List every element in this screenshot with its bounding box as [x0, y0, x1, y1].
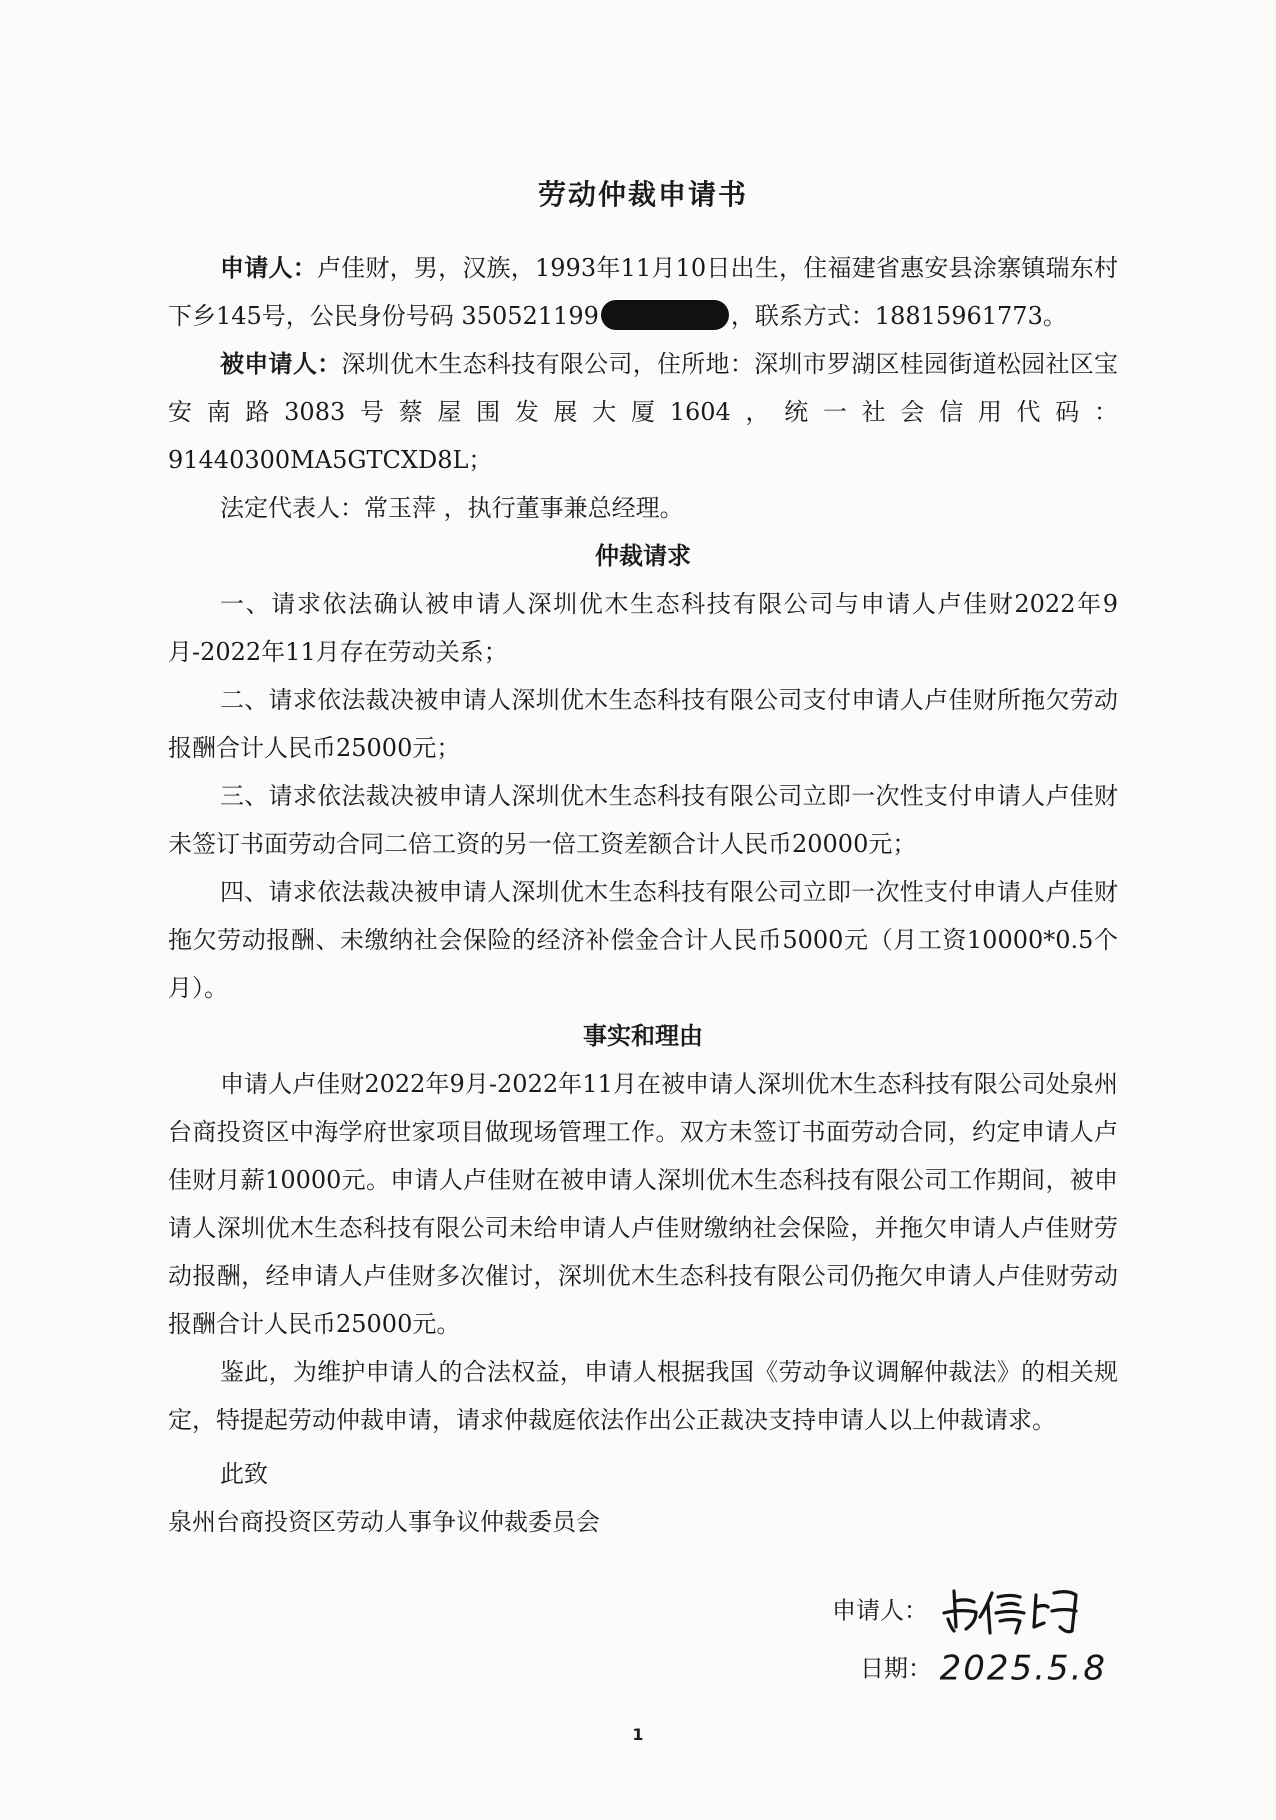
applicant-info: 卢佳财，男，汉族，1993年11月10日出生，住福建省惠安县涂寨镇瑞东村下乡145号，公民身份号码 350521199 — [168, 254, 1119, 330]
signature-row — [832, 1580, 1162, 1638]
redaction-mark — [601, 300, 729, 330]
respondent-info: 深圳优木生态科技有限公司，住所地：深圳市罗湖区桂园街道松园社区宝安南路3083号蔡屋围发展大厦1604，统一社会信用代码：91440300MA5GTCXD8L； — [168, 350, 1118, 474]
signature-label: 申请人： — [832, 1596, 928, 1625]
page-number: 1 — [632, 1725, 644, 1744]
handwritten-signature — [936, 1583, 1086, 1639]
facts-paragraph-1: 申请人卢佳财2022年9月-2022年11月在被申请人深圳优木生态科技有限公司处泉州台商投资区中海学府世家项目做现场管理工作。双方未签订书面劳动合同，约定申请人卢佳财月薪10000元。申请人卢佳财在被申请人深圳优木生态科技有限公司工作期间，被申请人深圳优木生态科技有限公司未给申请人卢佳财缴纳社会保险，并拖欠申请人卢佳财劳动报酬，经申请人卢佳财多次催讨，深圳优木生态科技有限公司仍拖欠申请人卢佳财劳动报酬合计人民币25000元。 — [168, 1070, 1118, 1338]
date-label: 日期： — [860, 1654, 932, 1683]
facts-heading: 事实和理由 — [583, 1021, 703, 1050]
applicant-paragraph — [168, 244, 1118, 340]
applicant-label: 申请人： — [220, 253, 317, 282]
claim-item-2: 二、请求依法裁决被申请人深圳优木生态科技有限公司支付申请人卢佳财所拖欠劳动报酬合计人民币25000元； — [168, 686, 1118, 762]
respondent-paragraph — [168, 340, 1118, 484]
document-title: 劳动仲裁申请书 — [537, 178, 748, 211]
claim-item-3: 三、请求依法裁决被申请人深圳优木生态科技有限公司立即一次性支付申请人卢佳财未签订书面劳动合同二倍工资的另一倍工资差额合计人民币20000元； — [168, 782, 1118, 858]
signature-block — [832, 1580, 1162, 1696]
legal-representative: 法定代表人：常玉萍 ，执行董事兼总经理。 — [220, 494, 684, 522]
applicant-contact: ，联系方式：18815961773。 — [730, 302, 1067, 330]
respondent-label: 被申请人： — [220, 349, 342, 378]
document-body — [168, 170, 1118, 1546]
claim-item-4: 四、请求依法裁决被申请人深圳优木生态科技有限公司立即一次性支付申请人卢佳财拖欠劳动报酬、未缴纳社会保险的经济补偿金合计人民币5000元（月工资10000*0.5个月）。 — [168, 878, 1118, 1002]
facts-paragraph-2: 鉴此，为维护申请人的合法权益，申请人根据我国《劳动争议调解仲裁法》的相关规定，特提起劳动仲裁申请，请求仲裁庭依法作出公正裁决支持申请人以上仲裁请求。 — [168, 1358, 1118, 1434]
handwritten-date: 2025.5.8 — [939, 1648, 1108, 1689]
date-row — [832, 1638, 1162, 1696]
recipient: 泉州台商投资区劳动人事争议仲裁委员会 — [168, 1508, 600, 1536]
claim-item-1: 一、请求依法确认被申请人深圳优木生态科技有限公司与申请人卢佳财2022年9月-2022年11月存在劳动关系； — [168, 590, 1118, 666]
claims-heading: 仲裁请求 — [595, 541, 691, 570]
salutation: 此致 — [220, 1460, 268, 1488]
